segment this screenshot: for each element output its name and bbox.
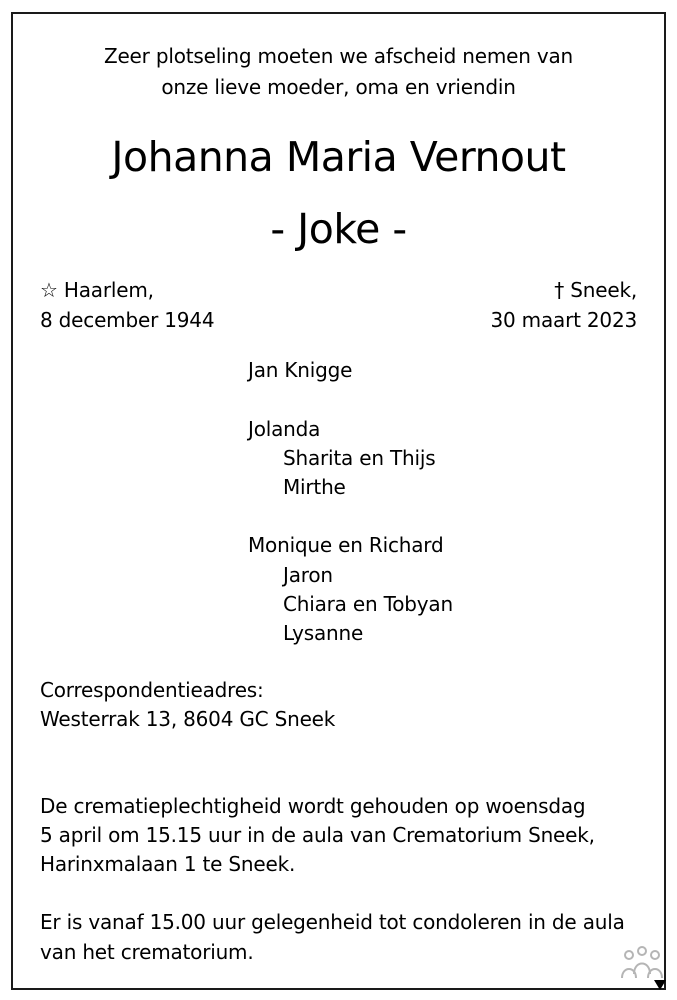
death-date: 30 maart 2023 — [490, 308, 637, 332]
death-place-line — [554, 276, 637, 305]
death-place: Sneek, — [570, 278, 637, 302]
birth-place: Haarlem, — [63, 278, 154, 302]
family-grandchild: Lysanne — [283, 621, 364, 645]
deceased-nickname: - Joke - — [270, 205, 407, 253]
condolence-line-2: van het crematorium. — [40, 940, 254, 964]
triangle-down-icon — [654, 980, 666, 990]
ceremony-line-2: 5 april om 15.15 uur in de aula van Crematorium Sneek, — [40, 823, 595, 847]
condolence-line-1: Er is vanaf 15.00 uur gelegenheid tot condoleren in de aula — [40, 910, 625, 934]
correspondence-label: Correspondentieadres: — [40, 678, 264, 702]
family-child-2: Monique en Richard — [248, 533, 444, 557]
family-grandchild: Jaron — [283, 563, 333, 587]
star-icon: ☆ — [40, 278, 58, 302]
intro-line-1: Zeer plotseling moeten we afscheid nemen van — [103, 44, 574, 68]
cross-icon: † — [554, 278, 565, 302]
people-group-logo-icon[interactable] — [616, 944, 668, 992]
family-partner: Jan Knigge — [248, 358, 353, 382]
ceremony-line-1: De crematieplechtigheid wordt gehouden op woensdag — [40, 794, 586, 818]
family-child-1: Jolanda — [248, 417, 321, 441]
family-grandchild: Mirthe — [283, 475, 346, 499]
ceremony-line-3: Harinxmalaan 1 te Sneek. — [40, 852, 296, 876]
deceased-full-name: Johanna Maria Vernout — [111, 133, 566, 181]
family-grandchild: Chiara en Tobyan — [283, 592, 453, 616]
intro-line-2: onze lieve moeder, oma en vriendin — [161, 75, 516, 99]
birth-date: 8 december 1944 — [40, 308, 215, 332]
family-grandchild: Sharita en Thijs — [283, 446, 436, 470]
birth-place-line — [40, 276, 154, 305]
correspondence-address: Westerrak 13, 8604 GC Sneek — [40, 707, 336, 731]
